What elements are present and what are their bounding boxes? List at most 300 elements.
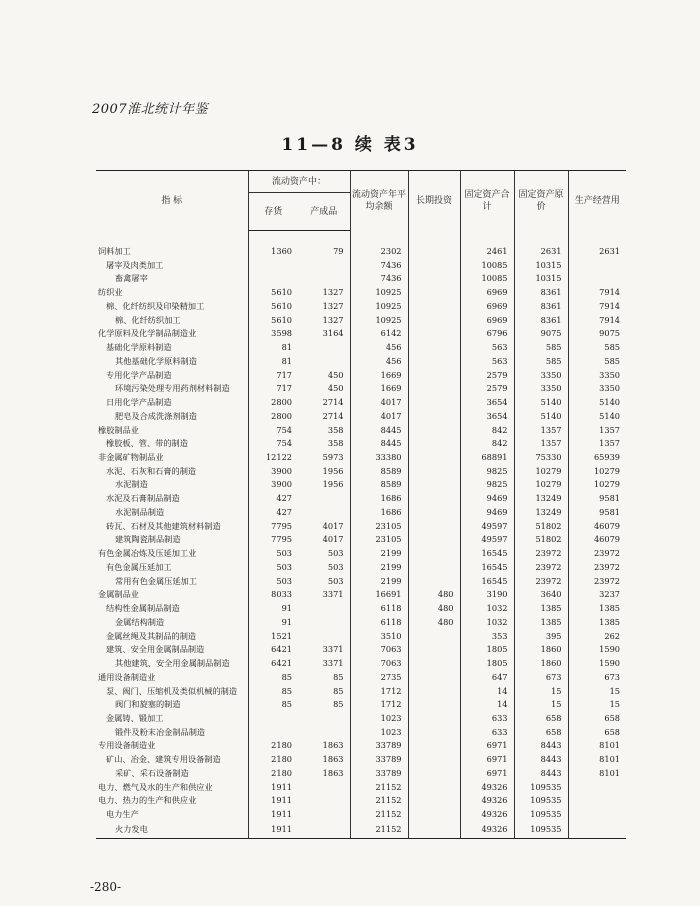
cell-fixed-assets-total: 2461 [460, 245, 514, 259]
cell-fixed-assets-total: 49326 [460, 794, 514, 808]
cell-fixed-assets-original: 1357 [514, 437, 568, 451]
cell-fixed-assets-original: 109535 [514, 794, 568, 808]
cell-avg-current-assets: 1023 [350, 726, 408, 740]
table-row [96, 767, 626, 781]
page-number: -280- [90, 880, 122, 894]
cell-inventory: 2800 [248, 396, 298, 410]
table-row [96, 808, 626, 822]
cell-avg-current-assets: 21152 [350, 781, 408, 795]
cell-avg-current-assets: 6118 [350, 602, 408, 616]
cell-production-use: 673 [568, 671, 626, 685]
table-row [96, 451, 626, 465]
cell-fixed-assets-original: 23972 [514, 561, 568, 575]
cell-fixed-assets-total: 49597 [460, 520, 514, 534]
cell-fixed-assets-original: 75330 [514, 451, 568, 465]
cell-long-term-investment [408, 767, 460, 781]
cell-long-term-investment [408, 300, 460, 314]
cell-indicator-name: 专用化学产品制造 [106, 369, 172, 380]
cell-fixed-assets-total: 68891 [460, 451, 514, 465]
cell-fixed-assets-original: 5140 [514, 410, 568, 424]
cell-fixed-assets-total: 3654 [460, 396, 514, 410]
cell-fixed-assets-original: 395 [514, 630, 568, 644]
cell-fixed-assets-original: 51802 [514, 520, 568, 534]
cell-inventory: 85 [248, 685, 298, 699]
cell-inventory [248, 272, 298, 286]
cell-avg-current-assets: 2199 [350, 561, 408, 575]
cell-finished-goods: 503 [327, 548, 344, 559]
cell-avg-current-assets: 23105 [350, 520, 408, 534]
cell-long-term-investment [408, 314, 460, 328]
statistics-table-container [96, 170, 626, 839]
cell-fixed-assets-original: 1385 [514, 616, 568, 630]
cell-production-use: 3350 [568, 369, 626, 383]
cell-production-use: 9075 [568, 327, 626, 341]
cell-production-use: 3237 [568, 588, 626, 602]
cell-indicator-name: 日用化学产品制造 [106, 397, 172, 408]
table-row [96, 794, 626, 808]
table-row [96, 822, 626, 839]
cell-fixed-assets-original: 3640 [514, 588, 568, 602]
header-production-use: 生产经营用 [568, 171, 626, 231]
cell-finished-goods: 85 [333, 699, 344, 710]
cell-indicator-name: 泵、阀门、压缩机及类似机械的制造 [106, 685, 238, 696]
cell-production-use: 1357 [568, 424, 626, 438]
cell-finished-goods: 1956 [322, 479, 344, 490]
cell-finished-goods [298, 259, 350, 273]
cell-inventory [248, 712, 298, 726]
cell-avg-current-assets: 21152 [350, 794, 408, 808]
table-row [96, 355, 626, 369]
cell-finished-goods [298, 822, 350, 839]
cell-inventory: 85 [248, 698, 298, 712]
cell-production-use [568, 781, 626, 795]
cell-indicator-name: 水泥、石灰和石膏的制造 [106, 465, 197, 476]
cell-fixed-assets-total: 6969 [460, 286, 514, 300]
cell-inventory: 6421 [248, 657, 298, 671]
cell-fixed-assets-total: 633 [460, 726, 514, 740]
cell-long-term-investment [408, 245, 460, 259]
cell-finished-goods: 3164 [322, 328, 344, 339]
cell-avg-current-assets: 4017 [350, 410, 408, 424]
cell-long-term-investment [408, 822, 460, 839]
cell-long-term-investment [408, 630, 460, 644]
cell-fixed-assets-total: 647 [460, 671, 514, 685]
table-row [96, 314, 626, 328]
cell-long-term-investment [408, 341, 460, 355]
cell-indicator-name: 阀门和旋塞的制造 [115, 699, 181, 710]
cell-indicator-name: 锻件及粉末冶金制品制造 [115, 726, 206, 737]
cell-production-use: 1590 [568, 643, 626, 657]
cell-inventory: 754 [248, 437, 298, 451]
table-row [96, 341, 626, 355]
table-header [96, 171, 626, 231]
cell-fixed-assets-total: 10085 [460, 259, 514, 273]
cell-production-use: 15 [568, 685, 626, 699]
cell-fixed-assets-original: 15 [514, 685, 568, 699]
cell-production-use: 1385 [568, 602, 626, 616]
cell-long-term-investment [408, 739, 460, 753]
cell-fixed-assets-original: 585 [514, 355, 568, 369]
cell-fixed-assets-total: 6796 [460, 327, 514, 341]
cell-finished-goods [298, 616, 350, 630]
cell-fixed-assets-original: 8443 [514, 767, 568, 781]
cell-indicator-name: 建筑、安全用金属制品制造 [106, 644, 205, 655]
table-row [96, 478, 626, 492]
cell-long-term-investment [408, 533, 460, 547]
cell-inventory: 503 [248, 575, 298, 589]
table-title: 11—8 续 表3 [281, 135, 419, 155]
cell-long-term-investment [408, 327, 460, 341]
table-row [96, 492, 626, 506]
cell-fixed-assets-original: 8361 [514, 314, 568, 328]
cell-avg-current-assets: 3510 [350, 630, 408, 644]
table-row [96, 561, 626, 575]
cell-finished-goods: 3371 [322, 589, 344, 600]
cell-indicator-name: 饲料加工 [98, 246, 131, 256]
table-spacer-row [96, 231, 626, 246]
cell-fixed-assets-total: 6969 [460, 314, 514, 328]
cell-production-use: 23972 [568, 575, 626, 589]
cell-finished-goods [298, 808, 350, 822]
cell-finished-goods: 1956 [322, 465, 344, 476]
cell-inventory: 91 [248, 602, 298, 616]
cell-inventory: 1911 [248, 822, 298, 839]
cell-inventory: 3900 [248, 465, 298, 479]
table-row [96, 643, 626, 657]
cell-fixed-assets-original: 109535 [514, 822, 568, 839]
cell-avg-current-assets: 10925 [350, 300, 408, 314]
cell-avg-current-assets: 6118 [350, 616, 408, 630]
header-fixed-assets-original: 固定资产原 价 [514, 171, 568, 231]
cell-finished-goods: 4017 [322, 520, 344, 531]
cell-inventory: 7795 [248, 533, 298, 547]
cell-fixed-assets-total: 9825 [460, 478, 514, 492]
cell-fixed-assets-total: 10085 [460, 272, 514, 286]
statistics-table [96, 170, 626, 839]
cell-fixed-assets-original: 8361 [514, 300, 568, 314]
cell-fixed-assets-original: 13249 [514, 492, 568, 506]
cell-avg-current-assets: 2199 [350, 575, 408, 589]
cell-avg-current-assets: 8589 [350, 478, 408, 492]
cell-avg-current-assets: 1686 [350, 492, 408, 506]
table-row [96, 520, 626, 534]
cell-avg-current-assets: 1023 [350, 712, 408, 726]
cell-long-term-investment [408, 272, 460, 286]
cell-finished-goods: 5973 [322, 452, 344, 463]
cell-finished-goods: 1327 [322, 287, 344, 298]
cell-avg-current-assets: 1712 [350, 685, 408, 699]
cell-inventory: 1911 [248, 794, 298, 808]
cell-fixed-assets-original: 10279 [514, 478, 568, 492]
cell-fixed-assets-total: 9469 [460, 506, 514, 520]
cell-fixed-assets-original: 10315 [514, 272, 568, 286]
cell-avg-current-assets: 1669 [350, 369, 408, 383]
cell-inventory: 8033 [248, 588, 298, 602]
cell-indicator-name: 金属结构制造 [115, 616, 165, 627]
cell-fixed-assets-total: 16545 [460, 575, 514, 589]
cell-finished-goods [298, 506, 350, 520]
table-row [96, 300, 626, 314]
cell-production-use: 262 [568, 630, 626, 644]
cell-fixed-assets-original: 3350 [514, 369, 568, 383]
cell-fixed-assets-total: 6969 [460, 300, 514, 314]
cell-production-use: 10279 [568, 465, 626, 479]
cell-long-term-investment [408, 424, 460, 438]
cell-production-use: 2631 [568, 245, 626, 259]
cell-long-term-investment [408, 753, 460, 767]
cell-avg-current-assets: 7436 [350, 259, 408, 273]
cell-indicator-name: 火力发电 [96, 822, 248, 839]
cell-fixed-assets-original: 8443 [514, 753, 568, 767]
cell-fixed-assets-original: 109535 [514, 781, 568, 795]
table-row [96, 726, 626, 740]
table-row [96, 286, 626, 300]
cell-production-use [568, 272, 626, 286]
cell-indicator-name: 电力、燃气及水的生产和供应业 [98, 781, 213, 792]
cell-long-term-investment [408, 520, 460, 534]
table-row [96, 547, 626, 561]
cell-finished-goods [298, 272, 350, 286]
cell-inventory: 717 [248, 382, 298, 396]
cell-finished-goods: 2714 [322, 410, 344, 421]
cell-indicator-name: 电力生产 [106, 809, 139, 820]
cell-fixed-assets-original: 23972 [514, 547, 568, 561]
cell-production-use: 585 [568, 341, 626, 355]
cell-inventory: 1360 [248, 245, 298, 259]
cell-inventory: 85 [248, 671, 298, 685]
cell-fixed-assets-total: 563 [460, 355, 514, 369]
cell-production-use: 8101 [568, 739, 626, 753]
cell-fixed-assets-original: 658 [514, 712, 568, 726]
cell-production-use: 1590 [568, 657, 626, 671]
cell-finished-goods [298, 341, 350, 355]
cell-avg-current-assets: 33789 [350, 753, 408, 767]
cell-avg-current-assets: 1686 [350, 506, 408, 520]
cell-inventory: 427 [248, 492, 298, 506]
cell-inventory: 2180 [248, 753, 298, 767]
cell-fixed-assets-original: 9075 [514, 327, 568, 341]
cell-long-term-investment [408, 382, 460, 396]
cell-long-term-investment [408, 286, 460, 300]
cell-long-term-investment [408, 657, 460, 671]
cell-inventory: 717 [248, 369, 298, 383]
cell-indicator-name: 屠宰及肉类加工 [106, 259, 164, 270]
cell-finished-goods [298, 602, 350, 616]
cell-finished-goods [298, 492, 350, 506]
cell-fixed-assets-total: 49326 [460, 781, 514, 795]
cell-fixed-assets-total: 9825 [460, 465, 514, 479]
cell-finished-goods [298, 726, 350, 740]
cell-indicator-name: 常用有色金属压延加工 [115, 575, 197, 586]
cell-production-use: 7914 [568, 300, 626, 314]
cell-finished-goods: 503 [327, 561, 344, 572]
cell-inventory: 2180 [248, 739, 298, 753]
cell-indicator-name: 有色金属冶炼及压延加工业 [98, 548, 197, 559]
cell-indicator-name: 通用设备制造业 [98, 671, 156, 682]
cell-fixed-assets-total: 49326 [460, 822, 514, 839]
table-row [96, 327, 626, 341]
table-row [96, 465, 626, 479]
cell-production-use: 7914 [568, 286, 626, 300]
cell-long-term-investment [408, 698, 460, 712]
table-row [96, 657, 626, 671]
cell-fixed-assets-original: 1860 [514, 643, 568, 657]
cell-finished-goods: 450 [327, 383, 344, 394]
cell-indicator-name: 化学原料及化学制品制造业 [98, 328, 197, 339]
cell-inventory: 3598 [248, 327, 298, 341]
cell-inventory [248, 259, 298, 273]
cell-inventory: 1911 [248, 808, 298, 822]
cell-inventory: 2800 [248, 410, 298, 424]
cell-inventory: 81 [248, 355, 298, 369]
cell-fixed-assets-total: 633 [460, 712, 514, 726]
cell-fixed-assets-total: 1032 [460, 602, 514, 616]
table-row [96, 630, 626, 644]
table-row [96, 533, 626, 547]
cell-long-term-investment [408, 478, 460, 492]
cell-avg-current-assets: 8445 [350, 424, 408, 438]
cell-production-use: 1385 [568, 616, 626, 630]
cell-indicator-name: 建筑陶瓷制品制造 [115, 534, 181, 545]
cell-production-use: 8101 [568, 767, 626, 781]
cell-fixed-assets-total: 842 [460, 437, 514, 451]
cell-fixed-assets-total: 842 [460, 424, 514, 438]
cell-production-use: 10279 [568, 478, 626, 492]
cell-finished-goods: 450 [327, 369, 344, 380]
cell-fixed-assets-original: 673 [514, 671, 568, 685]
cell-inventory [248, 726, 298, 740]
cell-long-term-investment [408, 794, 460, 808]
table-row [96, 245, 626, 259]
cell-fixed-assets-total: 2579 [460, 369, 514, 383]
cell-long-term-investment [408, 369, 460, 383]
cell-fixed-assets-total: 1805 [460, 643, 514, 657]
cell-avg-current-assets: 23105 [350, 533, 408, 547]
cell-inventory: 91 [248, 616, 298, 630]
table-row [96, 739, 626, 753]
yearbook-header: 2007淮北统计年鉴 [92, 102, 209, 117]
cell-avg-current-assets: 8589 [350, 465, 408, 479]
cell-finished-goods: 358 [327, 438, 344, 449]
cell-long-term-investment: 480 [408, 602, 460, 616]
cell-finished-goods: 1863 [322, 767, 344, 778]
cell-production-use: 9581 [568, 506, 626, 520]
cell-long-term-investment [408, 451, 460, 465]
cell-fixed-assets-original: 15 [514, 698, 568, 712]
cell-avg-current-assets: 1712 [350, 698, 408, 712]
table-row [96, 437, 626, 451]
cell-avg-current-assets: 1669 [350, 382, 408, 396]
cell-avg-current-assets: 2199 [350, 547, 408, 561]
cell-fixed-assets-total: 14 [460, 698, 514, 712]
cell-avg-current-assets: 33789 [350, 739, 408, 753]
cell-production-use: 658 [568, 712, 626, 726]
cell-fixed-assets-total: 49326 [460, 808, 514, 822]
cell-fixed-assets-total: 2579 [460, 382, 514, 396]
cell-inventory: 427 [248, 506, 298, 520]
cell-production-use [568, 808, 626, 822]
cell-long-term-investment [408, 808, 460, 822]
table-row [96, 602, 626, 616]
cell-avg-current-assets: 456 [350, 355, 408, 369]
cell-indicator-name: 非金属矿物制品业 [98, 452, 164, 463]
cell-fixed-assets-total: 9469 [460, 492, 514, 506]
cell-production-use: 46079 [568, 520, 626, 534]
cell-indicator-name: 水泥制品制造 [115, 506, 165, 517]
cell-indicator-name: 水泥制造 [115, 479, 148, 490]
cell-indicator-name: 有色金属压延加工 [106, 561, 172, 572]
cell-indicator-name: 肥皂及合成洗涤剂制造 [115, 410, 197, 421]
cell-production-use: 46079 [568, 533, 626, 547]
table-row [96, 259, 626, 273]
cell-indicator-name: 其他建筑、安全用金属制品制造 [115, 658, 230, 669]
header-fixed-assets-total: 固定资产合 计 [460, 171, 514, 231]
cell-finished-goods: 358 [327, 424, 344, 435]
cell-fixed-assets-total: 6971 [460, 739, 514, 753]
cell-fixed-assets-total: 563 [460, 341, 514, 355]
cell-inventory: 503 [248, 547, 298, 561]
cell-long-term-investment [408, 506, 460, 520]
cell-fixed-assets-original: 2631 [514, 245, 568, 259]
cell-finished-goods: 1863 [322, 740, 344, 751]
cell-fixed-assets-original: 585 [514, 341, 568, 355]
cell-finished-goods: 1863 [322, 754, 344, 765]
cell-fixed-assets-total: 1032 [460, 616, 514, 630]
cell-finished-goods: 3371 [322, 644, 344, 655]
table-row [96, 506, 626, 520]
cell-finished-goods [298, 794, 350, 808]
cell-avg-current-assets: 7436 [350, 272, 408, 286]
cell-fixed-assets-total: 16545 [460, 561, 514, 575]
cell-production-use: 3350 [568, 382, 626, 396]
table-row [96, 712, 626, 726]
table-row [96, 396, 626, 410]
header-inventory: 存货 [248, 193, 298, 231]
cell-avg-current-assets: 6142 [350, 327, 408, 341]
cell-avg-current-assets: 456 [350, 341, 408, 355]
cell-avg-current-assets: 21152 [350, 822, 408, 839]
table-row [96, 781, 626, 795]
table-row [96, 424, 626, 438]
cell-fixed-assets-total: 14 [460, 685, 514, 699]
cell-indicator-name: 采矿、采石设备制造 [115, 767, 189, 778]
cell-production-use [568, 794, 626, 808]
cell-avg-current-assets: 2735 [350, 671, 408, 685]
cell-fixed-assets-total: 6971 [460, 753, 514, 767]
cell-fixed-assets-original: 51802 [514, 533, 568, 547]
cell-production-use: 23972 [568, 547, 626, 561]
cell-avg-current-assets: 21152 [350, 808, 408, 822]
cell-avg-current-assets: 10925 [350, 286, 408, 300]
cell-fixed-assets-total: 6971 [460, 767, 514, 781]
table-row [96, 575, 626, 589]
cell-indicator-name: 棉、化纤纺织及印染精加工 [106, 300, 205, 311]
cell-avg-current-assets: 4017 [350, 396, 408, 410]
cell-long-term-investment [408, 726, 460, 740]
cell-inventory: 12122 [248, 451, 298, 465]
cell-fixed-assets-total: 49597 [460, 533, 514, 547]
cell-production-use [568, 259, 626, 273]
header-finished-goods: 产成品 [298, 193, 350, 231]
cell-long-term-investment [408, 396, 460, 410]
cell-avg-current-assets: 16691 [350, 588, 408, 602]
cell-indicator-name: 金属铸、锻加工 [106, 712, 164, 723]
cell-finished-goods: 2714 [322, 397, 344, 408]
cell-fixed-assets-total: 1805 [460, 657, 514, 671]
cell-long-term-investment [408, 410, 460, 424]
cell-indicator-name: 电力、热力的生产和供应业 [98, 795, 197, 806]
cell-indicator-name: 专用设备制造业 [98, 740, 156, 751]
